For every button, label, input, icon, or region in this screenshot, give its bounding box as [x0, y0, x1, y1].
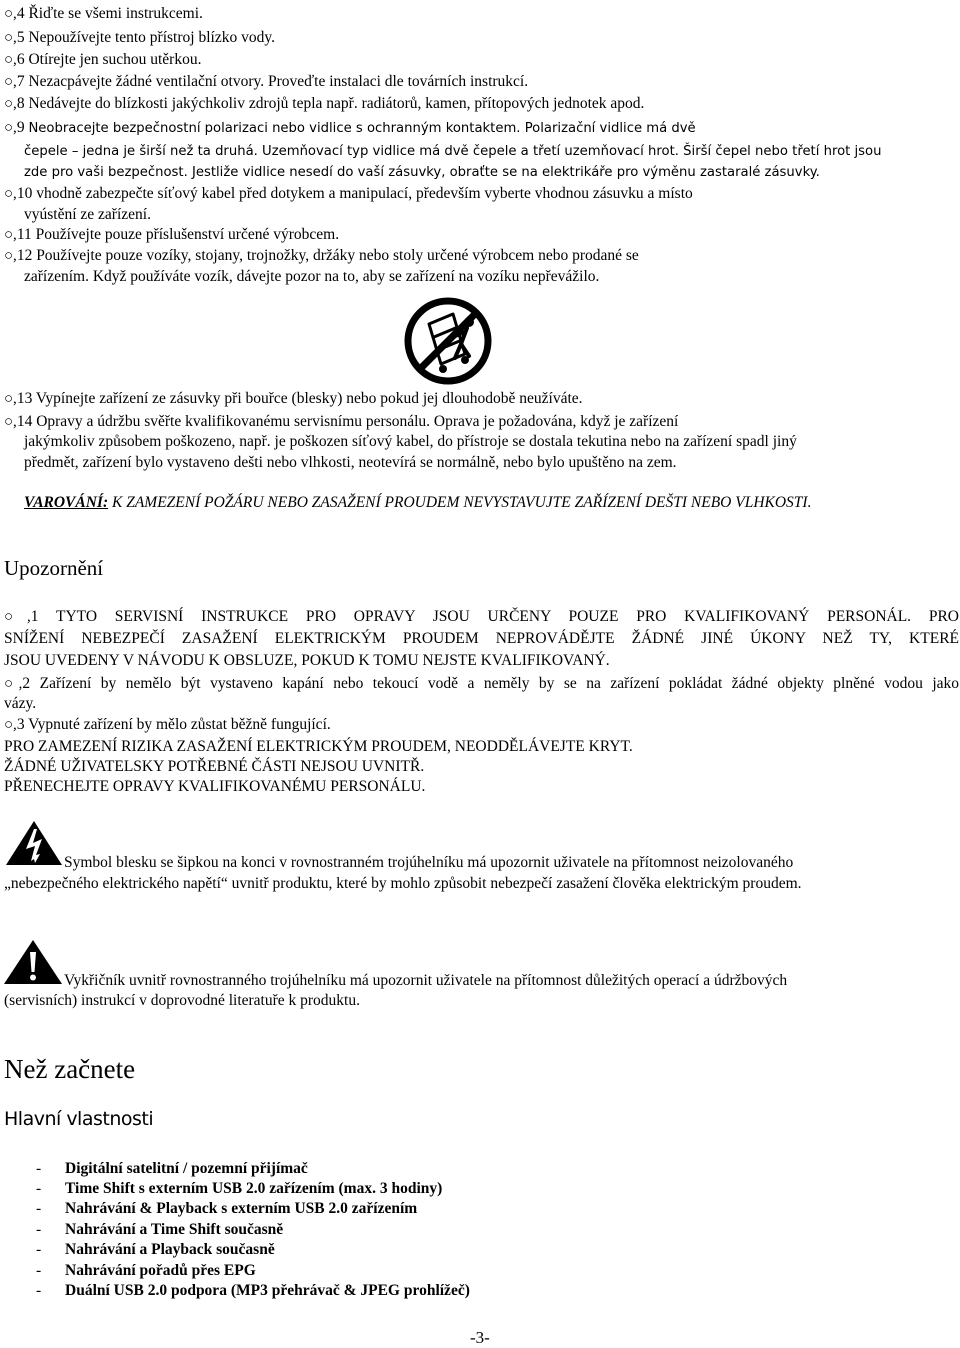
safety-item-8: ○,8 Nedávejte do blízkosti jakýchkoliv zdrojů tepla např. radiátorů, kamen, přítopových jednotek apod.	[4, 95, 645, 112]
safety-item-14: ○,14 Opravy a údržbu svěřte kvalifikovanému servisnímu personálu. Oprava je požadována, když je zařízení	[4, 413, 679, 430]
caution-line-no-parts: ŽÁDNÉ UŽIVATELSKY POTŘEBNÉ ČÁSTI NEJSOU UVNITŘ.	[4, 758, 425, 775]
safety-item-14-line-2: jakýmkoliv způsobem poškozeno, např. je poškozen síťový kabel, do přístroje se dostala tekutina nebo na zařízení spadl jiný	[24, 433, 797, 450]
lightning-symbol-desc: Symbol blesku se šipkou na konci v rovnostranném trojúhelníku má upozornit uživatele na přítomnost neizolovaného	[64, 854, 794, 871]
caution-line-no-cover: PRO ZAMEZENÍ RIZIKA ZASAŽENÍ ELEKTRICKÝM PROUDEM, NEODDĚLÁVEJTE KRYT.	[4, 738, 633, 755]
safety-item-10-line-2: vyústění ze zařízení.	[24, 206, 151, 223]
safety-item-13: ○,13 Vypínejte zařízení ze zásuvky při bouřce (blesky) nebo pokud jej dlouhodobě neužíváte.	[4, 390, 583, 407]
main-features-heading: Hlavní vlastnosti	[4, 1108, 154, 1130]
safety-item-12: ○,12 Používejte pouze vozíky, stojany, trojnožky, držáky nebo stoly určené výrobcem nebo prodané se	[4, 247, 639, 264]
caution-item-2-line-2: vázy.	[4, 695, 37, 712]
feature-item: - Duální USB 2.0 podpora (MP3 přehrávač & JPEG prohlížeč)	[36, 1282, 470, 1299]
cart-tipover-warning-icon	[403, 296, 493, 386]
caution-item-1: ○,1 TYTO SERVISNÍ INSTRUKCE PRO OPRAVY JSOU URČENY POUZE PRO KVALIFIKOVANÝ PERSONÁL. PRO	[4, 608, 959, 625]
safety-item-10: ○,10 vhodně zabezpečte síťový kabel před dotykem a manipulací, především vyberte vhodnou zásuvku a místo	[4, 185, 693, 202]
caution-item-3: ○,3 Vypnuté zařízení by mělo zůstat běžně fungující.	[4, 716, 331, 733]
before-start-heading: Než začnete	[4, 1054, 136, 1084]
caution-item-1-line-3: JSOU UVEDENY V NÁVODU K OBSLUZE, POKUD K TOMU NEJSTE KVALIFIKOVANÝ.	[4, 652, 610, 669]
page-number: -3-	[470, 1328, 490, 1347]
caution-heading: Upozornění	[4, 556, 104, 580]
exclamation-triangle-icon	[2, 938, 64, 986]
lightning-symbol-desc-line-2: „nebezpečného elektrického napětí“ uvnitř produktu, které by mohlo způsobit nebezpečí zasažení člověka elektrickým proudem.	[4, 875, 802, 892]
safety-item-5: ○,5 Nepoužívejte tento přístroj blízko vody.	[4, 29, 275, 46]
safety-item-9-line-3: zde pro vaši bezpečnost. Jestliže vidlice nesedí do vaší zásuvky, obraťte se na elektrikáře pro výměnu zastaralé zásuvky.	[24, 165, 820, 180]
safety-item-12-line-2: zařízením. Když používáte vozík, dávejte pozor na to, aby se zařízení na vozíku nepřevážilo.	[24, 268, 600, 285]
safety-item-7: ○,7 Nezacpávejte žádné ventilační otvory. Proveďte instalaci dle továrních instrukcí.	[4, 73, 529, 90]
safety-item-4: ○,4 Řiďte se všemi instrukcemi.	[4, 5, 203, 22]
safety-item-9-line-2: čepele – jedna je širší než ta druhá. Uzemňovací typ vidlice má dvě čepele a třetí uzemňovací hrot. Širší čepel nebo třetí hrot jsou	[24, 144, 882, 159]
safety-item-11: ○,11 Používejte pouze příslušenství určené výrobcem.	[4, 226, 340, 243]
safety-item-6: ○,6 Otírejte jen suchou utěrkou.	[4, 51, 202, 68]
fire-shock-warning: VAROVÁNÍ: K ZAMEZENÍ POŽÁRU NEBO ZASAŽENÍ PROUDEM NEVYSTAVUJTE ZAŘÍZENÍ DEŠTI NEBO VLHKOSTI.	[24, 494, 812, 511]
feature-item: - Digitální satelitní / pozemní přijímač	[36, 1160, 308, 1177]
feature-item: - Time Shift s externím USB 2.0 zařízením (max. 3 hodiny)	[36, 1180, 443, 1197]
feature-item: - Nahrávání & Playback s externím USB 2.0 zařízením	[36, 1200, 418, 1217]
caution-item-1-line-2: SNÍŽENÍ NEBEZPEČÍ ZASAŽENÍ ELEKTRICKÝM PROUDEM NEPROVÁDĚJTE ŽÁDNÉ JINÉ ÚKONY NEŽ TY, KTERÉ	[4, 630, 959, 647]
safety-item-9: ○,9 Neobracejte bezpečnostní polarizaci nebo vidlice s ochranným kontaktem. Polarizační vidlice má dvě	[4, 119, 696, 136]
safety-item-14-line-3: předmět, zařízení bylo vystaveno dešti nebo vlhkosti, neotevírá se normálně, nebo bylo upuštěno na zem.	[24, 454, 677, 471]
exclamation-symbol-desc-line-2: (servisních) instrukcí v doprovodné literatuře k produktu.	[4, 992, 360, 1009]
feature-item: - Nahrávání a Playback současně	[36, 1241, 275, 1258]
lightning-triangle-icon	[4, 819, 64, 867]
exclamation-symbol-desc: Vykřičník uvnitř rovnostranného trojúhelníku má upozornit uživatele na přítomnost důležitých operací a údržbových	[64, 972, 788, 989]
caution-line-service: PŘENECHEJTE OPRAVY KVALIFIKOVANÉMU PERSONÁLU.	[4, 778, 426, 795]
feature-item: - Nahrávání a Time Shift současně	[36, 1221, 284, 1238]
feature-item: - Nahrávání pořadů přes EPG	[36, 1262, 256, 1279]
caution-item-2: ○,2 Zařízení by nemělo být vystaveno kapání nebo tekoucí vodě a neměly by se na zařízení pokládat žádné objekty plněné vodou jako	[4, 675, 960, 692]
